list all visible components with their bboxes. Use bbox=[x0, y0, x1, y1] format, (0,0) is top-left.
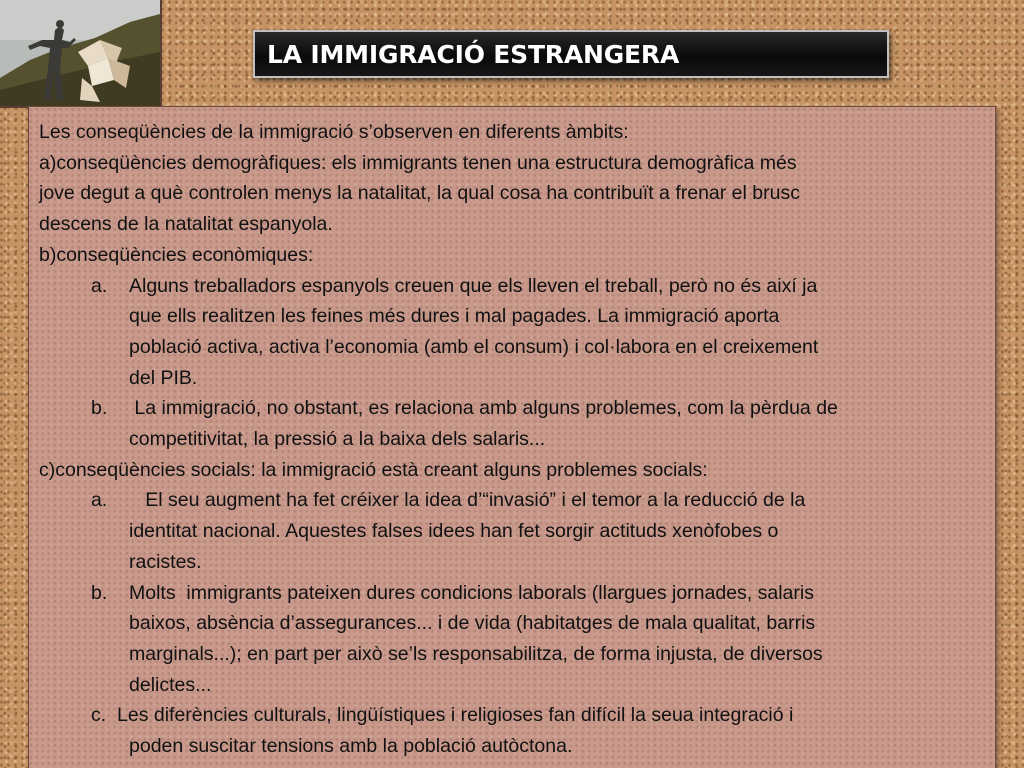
list-marker: b. bbox=[91, 581, 108, 604]
economic-item-a bbox=[39, 271, 985, 302]
list-item-continuation: delictes... bbox=[129, 673, 212, 696]
list-item-text: El seu augment ha fet créixer la idea d’“invasió” i el temor a la reducció de la bbox=[129, 489, 806, 512]
list-item-continuation: competitivitat, la pressió a la baixa dels salaris... bbox=[129, 428, 546, 451]
list-item-continuation: marginals...); en part per això se’ls responsabilitza, de forma injusta, de diversos bbox=[129, 642, 823, 665]
list-item-text: La immigració, no obstant, es relaciona amb alguns problemes, com la pèrdua de bbox=[129, 397, 838, 420]
social-item-c: c. Les diferències culturals, lingüístiques i religioses fan difícil la seua integració i bbox=[91, 704, 794, 727]
list-item-continuation: racistes. bbox=[129, 550, 202, 573]
list-item-continuation: que ells realitzen les feines més dures i mal pagades. La immigració aporta bbox=[129, 305, 780, 328]
list-marker: b. bbox=[91, 397, 108, 420]
economic-item-b bbox=[39, 393, 985, 424]
list-item-continuation: poden suscitar tensions amb la població autòctona. bbox=[129, 735, 573, 758]
social-heading: c)conseqüències socials: la immigració està creant alguns problemes socials: bbox=[39, 458, 708, 481]
social-item-a bbox=[39, 485, 985, 516]
title-bar bbox=[253, 30, 889, 78]
list-item-continuation: baixos, absència d’assegurances... i de vida (habitatges de mala qualitat, barris bbox=[129, 612, 816, 635]
list-item-text: Alguns treballadors espanyols creuen que els lleven el treball, però no és així ja bbox=[129, 274, 818, 297]
list-item-continuation: població activa, activa l’economia (amb el consum) i col·labora en el creixement bbox=[129, 335, 819, 358]
list-marker: a. bbox=[91, 489, 108, 512]
demographic-line-1: a)conseqüències demogràfiques: els immigrants tenen una estructura demogràfica més bbox=[39, 151, 797, 174]
sculpture-photo bbox=[0, 0, 162, 108]
social-item-b bbox=[39, 578, 985, 609]
list-item-text: Molts immigrants pateixen dures condicions laborals (llargues jornades, salaris bbox=[129, 581, 814, 604]
demographic-line-2: jove degut a què controlen menys la natalitat, la qual cosa ha contribuït a frenar el brusc bbox=[39, 182, 800, 205]
intro-line: Les conseqüències de la immigració s’observen en diferents àmbits: bbox=[39, 121, 629, 143]
economic-heading: b)conseqüències econòmiques: bbox=[39, 243, 314, 266]
content-panel bbox=[28, 106, 996, 768]
list-item-continuation: identitat nacional. Aquestes falses idees han fet sorgir actituds xenòfobes o bbox=[129, 520, 779, 543]
list-marker: a. bbox=[91, 274, 108, 297]
slide-title: LA IMMIGRACIÓ ESTRANGERA bbox=[267, 40, 680, 69]
list-item-continuation: del PIB. bbox=[129, 366, 198, 389]
demographic-line-3: descens de la natalitat espanyola. bbox=[39, 213, 333, 236]
